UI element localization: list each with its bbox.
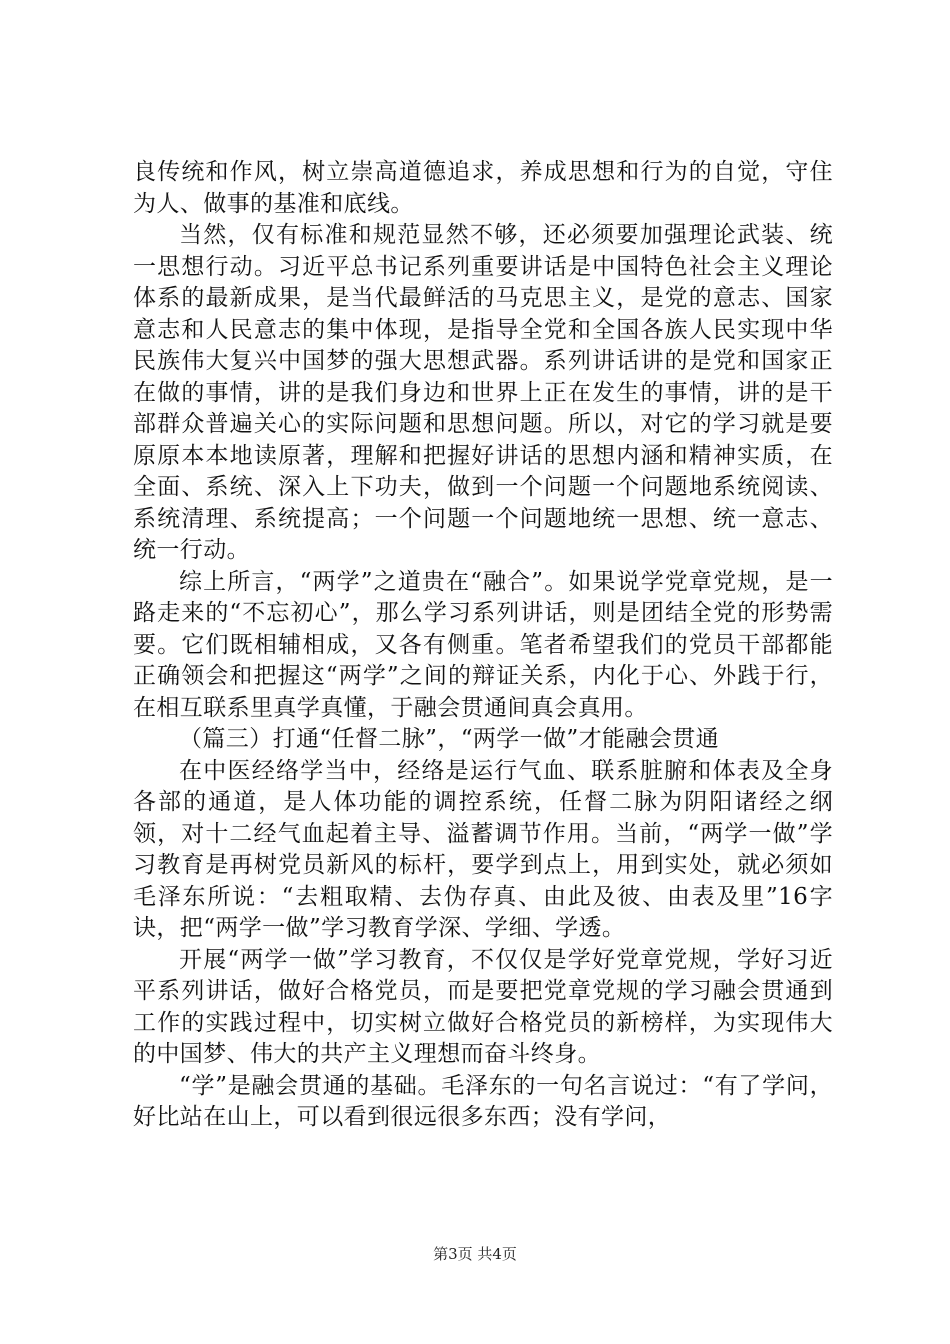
document-body (133, 157, 833, 1134)
paragraph-meridian: 在中医经络学当中，经络是运行气血、联系脏腑和体表及全身各部的通道，是人体功能的调控系统，任督二脉为阴阳诸经之纲领，对十二经气血起着主导、溢蓄调节作用。当前，“两学一做”学习教育是再树党员新风的标杆，要学到点上，用到实处，就必须如毛泽东所说：“去粗取精、去伪存真、由此及彼、由表及里”16字诀，把“两学一做”学习教育学深、学细、学透。 (133, 757, 833, 941)
paragraph-summary: 综上所言，“两学”之道贵在“融合”。如果说学党章党规，是一路走来的“不忘初心”，那么学习系列讲话，则是团结全党的形势需要。它们既相辅相成，又各有侧重。笔者希望我们的党员干部都能正确领会和把握这“两学”之间的辩证关系，内化于心、外践于行，在相互联系里真学真懂，于融会贯通间真会真用。 (133, 568, 833, 721)
page-footer: 第3页 共4页 (433, 1245, 517, 1263)
paragraph-continuation: 良传统和作风，树立崇高道德追求，养成思想和行为的自觉，守住为人、做事的基准和底线。 (133, 159, 833, 217)
paragraph-learning: “学”是融会贯通的基础。毛泽东的一句名言说过：“有了学问，好比站在山上，可以看到很远很多东西；没有学问， (133, 1072, 833, 1130)
paragraph-education: 开展“两学一做”学习教育，不仅仅是学好党章党规，学好习近平系列讲话，做好合格党员，而是要把党章党规的学习融会贯通到工作的实践过程中，切实树立做好合格党员的新榜样，为实现伟大的中国梦、伟大的共产主义理想而奋斗终身。 (133, 946, 833, 1067)
paragraph-theory: 当然，仅有标准和规范显然不够，还必须要加强理论武装、统一思想行动。习近平总书记系列重要讲话是中国特色社会主义理论体系的最新成果，是当代最鲜活的马克思主义，是党的意志、国家意志和人民意志的集中体现，是指导全党和全国各族人民实现中华民族伟大复兴中国梦的强大思想武器。系列讲话讲的是党和国家正在做的事情，讲的是我们身边和世界上正在发生的事情，讲的是干部群众普遍关心的实际问题和思想问题。所以，对它的学习就是要原原本本地读原著，理解和把握好讲话的思想内涵和精神实质，在全面、系统、深入上下功夫，做到一个问题一个问题地系统阅读、系统清理、系统提高；一个问题一个问题地统一思想、统一意志、统一行动。 (133, 222, 833, 563)
section-heading: （篇三）打通“任督二脉”，“两学一做”才能融会贯通 (179, 726, 720, 752)
